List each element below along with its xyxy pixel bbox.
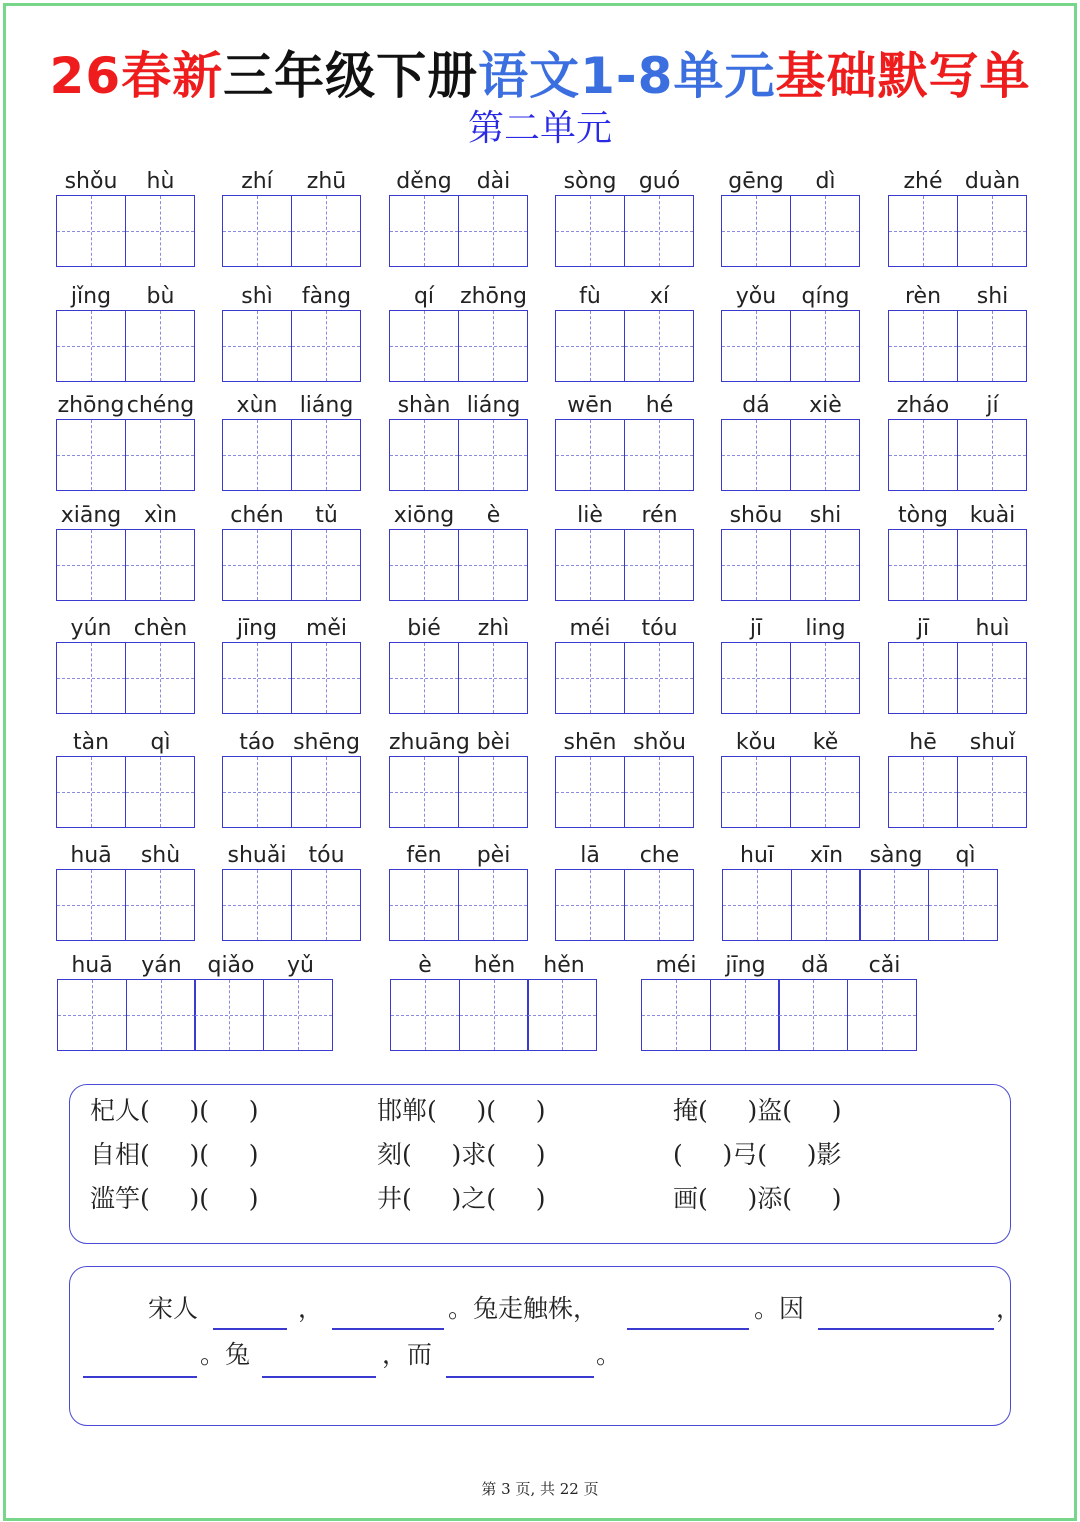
story-text: 宋人 [148, 1294, 199, 1323]
pinyin-syllable: hē [909, 730, 937, 755]
story-blank[interactable] [83, 1376, 197, 1378]
writing-cell[interactable] [721, 756, 791, 828]
writing-cell[interactable] [641, 979, 711, 1051]
pinyin-syllable: fēn [406, 843, 442, 868]
writing-cell[interactable] [624, 195, 694, 267]
writing-boxes [222, 419, 359, 491]
pinyin-syllable: rèn [904, 284, 942, 309]
pinyin-syllable: xiāng [60, 503, 122, 528]
writing-cell[interactable] [291, 419, 361, 491]
pinyin-syllable: děng [396, 169, 452, 194]
pinyin-syllable: guó [638, 169, 681, 194]
writing-cell[interactable] [888, 756, 958, 828]
pinyin-syllable: kě [812, 730, 839, 755]
writing-cell[interactable] [459, 979, 529, 1051]
writing-cell[interactable] [555, 310, 625, 382]
writing-cell[interactable] [790, 195, 860, 267]
pinyin-syllable: zhuāng [389, 730, 470, 755]
writing-cell[interactable] [957, 529, 1027, 601]
writing-cell[interactable] [791, 869, 861, 941]
story-text: 。兔走触株， [448, 1294, 599, 1323]
writing-boxes [389, 529, 526, 601]
writing-cell[interactable] [56, 756, 126, 828]
unit-subtitle: 第二单元 [467, 108, 612, 149]
writing-boxes [222, 756, 359, 828]
writing-cell[interactable] [389, 869, 459, 941]
pinyin-syllable: qì [150, 730, 171, 755]
writing-cell[interactable] [721, 529, 791, 601]
writing-cell[interactable] [624, 310, 694, 382]
writing-cell[interactable] [222, 869, 292, 941]
writing-cell[interactable] [778, 979, 848, 1051]
writing-cell[interactable] [458, 756, 528, 828]
story-text: 。兔 [200, 1340, 251, 1369]
pinyin-syllable: dǎ [801, 953, 829, 978]
pinyin-syllable: xí [649, 284, 670, 309]
writing-boxes [555, 642, 692, 714]
writing-boxes [721, 756, 858, 828]
writing-cell[interactable] [721, 419, 791, 491]
pinyin-syllable: tóu [308, 843, 345, 868]
story-fill-box [69, 1266, 1022, 1426]
pinyin-syllable: qí [413, 284, 435, 309]
title-part-2: 三年级下册 [223, 47, 479, 105]
writing-boxes [56, 529, 193, 601]
writing-cell[interactable] [291, 756, 361, 828]
pinyin-syllable: chéng [126, 393, 195, 418]
writing-cell[interactable] [263, 979, 333, 1051]
writing-cell[interactable] [888, 195, 958, 267]
pinyin-syllable: bié [407, 616, 441, 641]
story-blank[interactable] [332, 1328, 444, 1330]
pinyin-syllable: tòng [898, 503, 948, 528]
story-text: 。 [596, 1340, 622, 1369]
writing-cell[interactable] [624, 642, 694, 714]
writing-cell[interactable] [291, 310, 361, 382]
writing-cell[interactable] [389, 419, 459, 491]
pinyin-syllable: jǐng [70, 284, 112, 309]
writing-cell[interactable] [957, 642, 1027, 714]
writing-cell[interactable] [790, 529, 860, 601]
writing-cell[interactable] [291, 195, 361, 267]
pinyin-syllable: liáng [466, 393, 521, 418]
writing-boxes [56, 869, 193, 941]
writing-cell[interactable] [957, 310, 1027, 382]
writing-boxes [888, 642, 1025, 714]
writing-cell[interactable] [126, 979, 196, 1051]
pinyin-syllable: che [639, 843, 680, 868]
writing-boxes [721, 419, 858, 491]
pinyin-syllable: è [418, 953, 432, 978]
pinyin-syllable: yǔ [287, 953, 314, 978]
writing-boxes [56, 756, 193, 828]
story-text: ， [996, 1294, 1022, 1323]
pinyin-syllable: fàng [301, 284, 352, 309]
pinyin-syllable: méi [655, 953, 697, 978]
writing-cell[interactable] [722, 869, 792, 941]
pinyin-syllable: táo [239, 730, 275, 755]
page-footer: 第 3 页, 共 22 页 [481, 1480, 599, 1498]
writing-cell[interactable] [222, 756, 292, 828]
pinyin-syllable: shi [809, 503, 842, 528]
pinyin-syllable: xiè [809, 393, 842, 418]
story-text: ，而 [382, 1340, 433, 1369]
pinyin-syllable: yún [70, 616, 112, 641]
writing-cell[interactable] [957, 419, 1027, 491]
pinyin-syllable: gēng [728, 169, 784, 194]
pinyin-syllable: jīng [725, 953, 766, 978]
writing-boxes [555, 195, 692, 267]
pinyin-syllable: wēn [567, 393, 613, 418]
writing-cell[interactable] [56, 419, 126, 491]
writing-boxes [222, 642, 359, 714]
pinyin-syllable: xùn [236, 393, 278, 418]
writing-cell[interactable] [847, 979, 917, 1051]
pinyin-syllable: zháo [896, 393, 950, 418]
writing-cell[interactable] [790, 310, 860, 382]
pinyin-syllable: sàng [869, 843, 923, 868]
writing-cell[interactable] [721, 195, 791, 267]
pinyin-syllable: jī [916, 616, 930, 641]
writing-cell[interactable] [222, 310, 292, 382]
pinyin-syllable: jí [986, 393, 999, 418]
writing-boxes [721, 310, 858, 382]
pinyin-syllable: cǎi [868, 953, 901, 978]
pinyin-syllable: chèn [133, 616, 188, 641]
writing-boxes [56, 642, 193, 714]
pinyin-syllable: shōu [729, 503, 783, 528]
pinyin-syllable: hù [146, 169, 175, 194]
pinyin-syllable: qiǎo [207, 953, 255, 978]
writing-cell[interactable] [291, 529, 361, 601]
idiom-item[interactable]: 邯郸( )( ) [377, 1096, 546, 1125]
writing-boxes [389, 756, 526, 828]
writing-boxes [56, 195, 193, 267]
title-part-1: 26春新 [49, 47, 224, 105]
pinyin-syllable: jī [749, 616, 763, 641]
pinyin-syllable: tóu [641, 616, 678, 641]
writing-cell[interactable] [125, 756, 195, 828]
pinyin-syllable: kǒu [735, 730, 777, 755]
idiom-fill-box [69, 1084, 1011, 1244]
writing-boxes [222, 869, 359, 941]
writing-cell[interactable] [928, 869, 998, 941]
idiom-item[interactable]: 自相( )( ) [90, 1140, 259, 1169]
pinyin-syllable: duàn [964, 169, 1021, 194]
idiom-item[interactable]: 画( )添( ) [673, 1184, 842, 1213]
idiom-item[interactable]: 杞人( )( ) [90, 1096, 259, 1125]
writing-boxes [888, 310, 1025, 382]
writing-boxes [722, 869, 996, 941]
writing-cell[interactable] [790, 419, 860, 491]
writing-cell[interactable] [390, 979, 460, 1051]
pinyin-syllable: zhōng [57, 393, 125, 418]
pinyin-syllable: zhí [241, 169, 273, 194]
pinyin-syllable: méi [569, 616, 611, 641]
pinyin-syllable: sòng [563, 169, 617, 194]
pinyin-syllable: xìn [143, 503, 178, 528]
pinyin-syllable: jīng [236, 616, 278, 641]
writing-cell[interactable] [957, 756, 1027, 828]
pinyin-syllable: kuài [969, 503, 1016, 528]
pinyin-syllable: zhì [477, 616, 510, 641]
pinyin-syllable: huī [740, 843, 774, 868]
story-blank[interactable] [262, 1376, 376, 1378]
writing-cell[interactable] [458, 310, 528, 382]
title-part-4: 基础默写单 [775, 47, 1031, 105]
pinyin-syllable: shi [976, 284, 1009, 309]
story-blank[interactable] [627, 1328, 749, 1330]
pinyin-syllable: qì [955, 843, 976, 868]
pinyin-syllable: hěn [473, 953, 516, 978]
writing-cell[interactable] [389, 756, 459, 828]
writing-cell[interactable] [222, 419, 292, 491]
writing-cell[interactable] [125, 642, 195, 714]
writing-cell[interactable] [888, 419, 958, 491]
writing-cell[interactable] [624, 529, 694, 601]
pinyin-syllable: pèi [476, 843, 511, 868]
pinyin-syllable: fù [579, 284, 601, 309]
pinyin-syllable: bèi [476, 730, 511, 755]
pinyin-syllable: dì [815, 169, 836, 194]
writing-cell[interactable] [458, 529, 528, 601]
writing-cell[interactable] [125, 419, 195, 491]
writing-cell[interactable] [222, 642, 292, 714]
writing-boxes [389, 419, 526, 491]
story-blank[interactable] [446, 1376, 594, 1378]
pinyin-syllable: bù [146, 284, 175, 309]
idiom-item[interactable]: ( )弓( )影 [673, 1140, 842, 1169]
page-title [0, 44, 1080, 108]
pinyin-syllable: shù [140, 843, 181, 868]
writing-cell[interactable] [721, 310, 791, 382]
writing-cell[interactable] [624, 419, 694, 491]
writing-cell[interactable] [458, 419, 528, 491]
writing-boxes [389, 869, 526, 941]
pinyin-syllable: liè [577, 503, 603, 528]
writing-boxes [641, 979, 915, 1051]
writing-cell[interactable] [56, 529, 126, 601]
idiom-item[interactable]: 滥竽( )( ) [90, 1184, 259, 1213]
writing-boxes [888, 419, 1025, 491]
writing-boxes [555, 310, 692, 382]
pinyin-syllable: tàn [72, 730, 110, 755]
pinyin-syllable: shēng [293, 730, 360, 755]
writing-cell[interactable] [888, 642, 958, 714]
writing-cell[interactable] [389, 195, 459, 267]
writing-cell[interactable] [555, 756, 625, 828]
writing-boxes [888, 195, 1025, 267]
writing-boxes [721, 642, 858, 714]
writing-cell[interactable] [555, 642, 625, 714]
writing-boxes [56, 310, 193, 382]
writing-cell[interactable] [624, 869, 694, 941]
writing-cell[interactable] [527, 979, 597, 1051]
pinyin-syllable: dài [476, 169, 511, 194]
writing-boxes [555, 529, 692, 601]
writing-boxes [555, 869, 692, 941]
pinyin-syllable: rén [641, 503, 678, 528]
writing-cell[interactable] [56, 195, 126, 267]
writing-boxes [57, 979, 331, 1051]
writing-cell[interactable] [291, 869, 361, 941]
writing-cell[interactable] [888, 529, 958, 601]
pinyin-syllable: huì [975, 616, 1010, 641]
writing-boxes [222, 529, 359, 601]
writing-boxes [555, 419, 692, 491]
writing-cell[interactable] [389, 642, 459, 714]
writing-cell[interactable] [957, 195, 1027, 267]
writing-cell[interactable] [125, 310, 195, 382]
writing-cell[interactable] [458, 642, 528, 714]
writing-cell[interactable] [389, 310, 459, 382]
idiom-item[interactable]: 井( )之( ) [377, 1184, 546, 1213]
writing-boxes [389, 310, 526, 382]
writing-cell[interactable] [291, 642, 361, 714]
writing-cell[interactable] [56, 310, 126, 382]
writing-boxes [721, 529, 858, 601]
pinyin-syllable: tǔ [315, 503, 338, 528]
pinyin-syllable: zhé [903, 169, 943, 194]
writing-cell[interactable] [458, 869, 528, 941]
pinyin-syllable: xiōng [393, 503, 455, 528]
pinyin-syllable: shǒu [64, 169, 118, 194]
writing-boxes [555, 756, 692, 828]
writing-boxes [56, 419, 193, 491]
writing-boxes [222, 195, 359, 267]
pinyin-syllable: liáng [299, 393, 354, 418]
writing-cell[interactable] [125, 869, 195, 941]
writing-cell[interactable] [790, 642, 860, 714]
writing-cell[interactable] [555, 195, 625, 267]
writing-cell[interactable] [222, 195, 292, 267]
pinyin-syllable: huā [71, 953, 113, 978]
idiom-item[interactable]: 刻( )求( ) [377, 1140, 546, 1169]
story-blank[interactable] [213, 1328, 287, 1330]
writing-boxes [389, 195, 526, 267]
writing-cell[interactable] [458, 195, 528, 267]
pinyin-syllable: yǒu [735, 284, 777, 309]
writing-cell[interactable] [222, 529, 292, 601]
writing-boxes [888, 529, 1025, 601]
pinyin-syllable: chén [230, 503, 284, 528]
writing-boxes [222, 310, 359, 382]
pinyin-syllable: ling [805, 616, 846, 641]
writing-cell[interactable] [57, 979, 127, 1051]
pinyin-syllable: zhū [306, 169, 347, 194]
story-text: ， [298, 1294, 324, 1323]
writing-cell[interactable] [710, 979, 780, 1051]
writing-cell[interactable] [624, 756, 694, 828]
pinyin-syllable: měi [305, 616, 348, 641]
pinyin-syllable: lā [580, 843, 600, 868]
writing-cell[interactable] [56, 869, 126, 941]
writing-cell[interactable] [555, 529, 625, 601]
pinyin-syllable: zhōng [460, 284, 527, 309]
writing-boxes [721, 195, 858, 267]
story-blank[interactable] [818, 1328, 994, 1330]
writing-cell[interactable] [389, 529, 459, 601]
pinyin-syllable: hé [645, 393, 674, 418]
pinyin-syllable: shuǎi [227, 843, 287, 868]
writing-cell[interactable] [721, 642, 791, 714]
writing-cell[interactable] [555, 869, 625, 941]
writing-boxes [888, 756, 1025, 828]
pinyin-syllable: shuǐ [969, 730, 1016, 755]
idiom-item[interactable]: 掩( )盗( ) [673, 1096, 842, 1125]
pinyin-syllable: shēn [563, 730, 617, 755]
story-text: 。因 [754, 1294, 805, 1323]
pinyin-syllable: qíng [801, 284, 850, 309]
writing-cell[interactable] [56, 642, 126, 714]
writing-cell[interactable] [125, 529, 195, 601]
pinyin-syllable: è [486, 503, 501, 528]
pinyin-syllable: shǒu [633, 730, 686, 755]
writing-cell[interactable] [859, 869, 929, 941]
title-part-3: 语文1-8单元 [478, 47, 776, 105]
writing-cell[interactable] [555, 419, 625, 491]
pinyin-syllable: hěn [543, 953, 585, 978]
pinyin-syllable: huā [70, 843, 112, 868]
writing-cell[interactable] [125, 195, 195, 267]
writing-cell[interactable] [888, 310, 958, 382]
pinyin-syllable: shì [241, 284, 273, 309]
pinyin-syllable: dá [742, 393, 770, 418]
pinyin-syllable: xīn [809, 843, 844, 868]
pinyin-syllable: yán [141, 953, 182, 978]
writing-cell[interactable] [194, 979, 264, 1051]
writing-boxes [390, 979, 596, 1051]
pinyin-syllable: shàn [397, 393, 451, 418]
writing-cell[interactable] [790, 756, 860, 828]
writing-boxes [389, 642, 526, 714]
